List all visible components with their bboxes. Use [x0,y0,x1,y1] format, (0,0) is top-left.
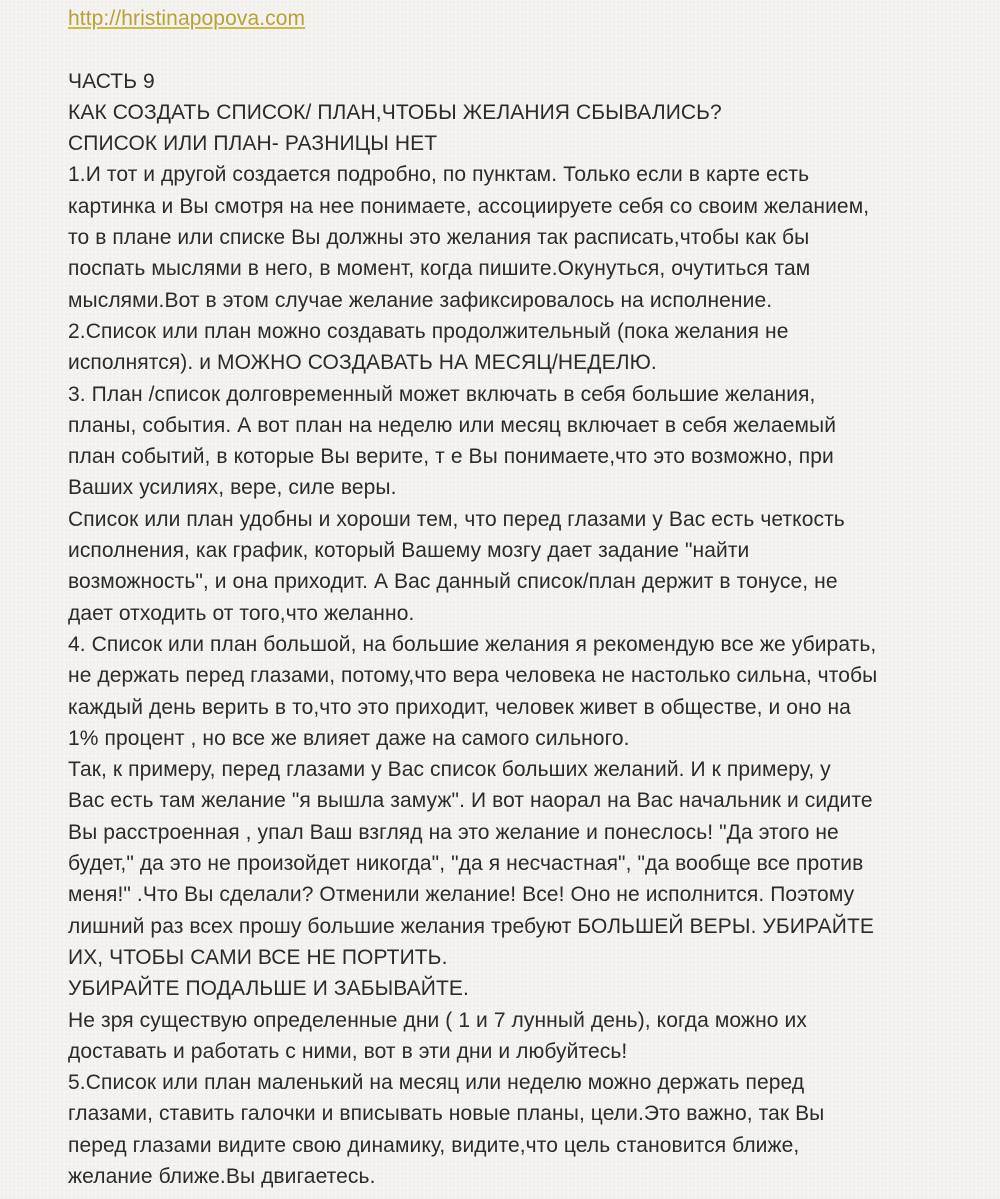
body-line: Вас есть там желание "я вышла замуж". И вот наорал на Вас начальник и сидите [68,789,873,813]
title-heading: КАК СОЗДАТЬ СПИСОК/ ПЛАН,ЧТОБЫ ЖЕЛАНИЯ СБЫВАЛИСЬ? [68,100,722,124]
body-line: меня!" .Что Вы сделали? Отменили желание! Все! Оно не исполнится. Поэтому [68,883,855,907]
body-line: исполнения, как график, который Вашему мозгу дает задание "найти [68,539,750,563]
body-line: Так, к примеру, перед глазами у Вас список больших желаний. И к примеру, у [68,758,831,782]
body-line: планы, события. А вот план на неделю или месяц включает в себя желаемый [68,413,837,437]
body-line: глазами, ставить галочки и вписывать новые планы, цели.Это важно, так Вы [68,1102,825,1126]
body-line: 1.И тот и другой создается подробно, по пунктам. Только если в карте есть [68,163,810,187]
body-line: дает отходить от того,что желанно. [68,601,415,625]
body-line: Вы расстроенная , упал Ваш взгляд на это желание и понеслось! "Да этого не [68,820,839,844]
body-line: возможность", и она приходит. А Вас данный список/план держит в тонусе, не [68,570,838,594]
body-line: лишний раз всех прошу большие желания требуют БОЛЬШЕЙ ВЕРЫ. УБИРАЙТЕ [68,914,874,938]
body-line: будет," да это не произойдет никогда", "да я несчастная", "да вообще все против [68,852,864,876]
note-document [68,3,988,1192]
body-line: Не зря существую определенные дни ( 1 и 7 лунный день), когда можно их [68,1008,807,1032]
body-line: исполнятся). и МОЖНО СОЗДАВАТЬ НА МЕСЯЦ/НЕДЕЛЮ. [68,351,657,375]
body-line: 3. План /список долговременный может включать в себя большие желания, [68,382,816,406]
body-line: план событий, в которые Вы верите, т е Вы понимаете,что это возможно, при [68,445,834,469]
body-line: 5.Список или план маленький на месяц или неделю можно держать перед [68,1071,805,1095]
body-line: картинка и Вы смотря на нее понимаете, ассоциируете себя со своим желанием, [68,194,870,218]
body-line: 4. Список или план большой, на большие желания я рекомендую все же убирать, [68,632,877,656]
body-line: УБИРАЙТЕ ПОДАЛЬШЕ И ЗАБЫВАЙТЕ. [68,977,469,1001]
body-line: 1% процент , но все же влияет даже на самого сильного. [68,726,630,750]
body-line: желание ближе.Вы двигаетесь. [68,1164,376,1188]
body-line: перед глазами видите свою динамику, видите,что цель становится ближе, [68,1133,800,1157]
subtitle-heading: СПИСОК ИЛИ ПЛАН- РАЗНИЦЫ НЕТ [68,132,438,156]
body-line: не держать перед глазами, потому,что вера человека не настолько сильна, чтобы [68,664,878,688]
part-heading: ЧАСТЬ 9 [68,69,155,93]
url-line [68,3,988,34]
body-line: Список или план удобны и хороши тем, что перед глазами у Вас есть четкость [68,507,845,531]
body-line: то в плане или списке Вы должны это желания так расписать,чтобы как бы [68,226,810,250]
website-link[interactable]: http://hristinapopova.com [68,7,306,30]
body-line: каждый день верить в то,что это приходит, человек живет в обществе, и оно на [68,695,851,719]
body-line: мыслями.Вот в этом случае желание зафиксировалось на исполнение. [68,288,773,312]
body-line: ИХ, ЧТОБЫ САМИ ВСЕ НЕ ПОРТИТЬ. [68,945,448,969]
body-line: поспать мыслями в него, в момент, когда пишите.Окунуться, очутиться там [68,257,811,281]
body-line: Ваших усилиях, вере, силе веры. [68,476,397,500]
body-line: доставать и работать с ними, вот в эти дни и любуйтесь! [68,1039,628,1063]
body-line: 2.Список или план можно создавать продолжительный (пока желания не [68,319,789,343]
blank-line [68,34,988,65]
